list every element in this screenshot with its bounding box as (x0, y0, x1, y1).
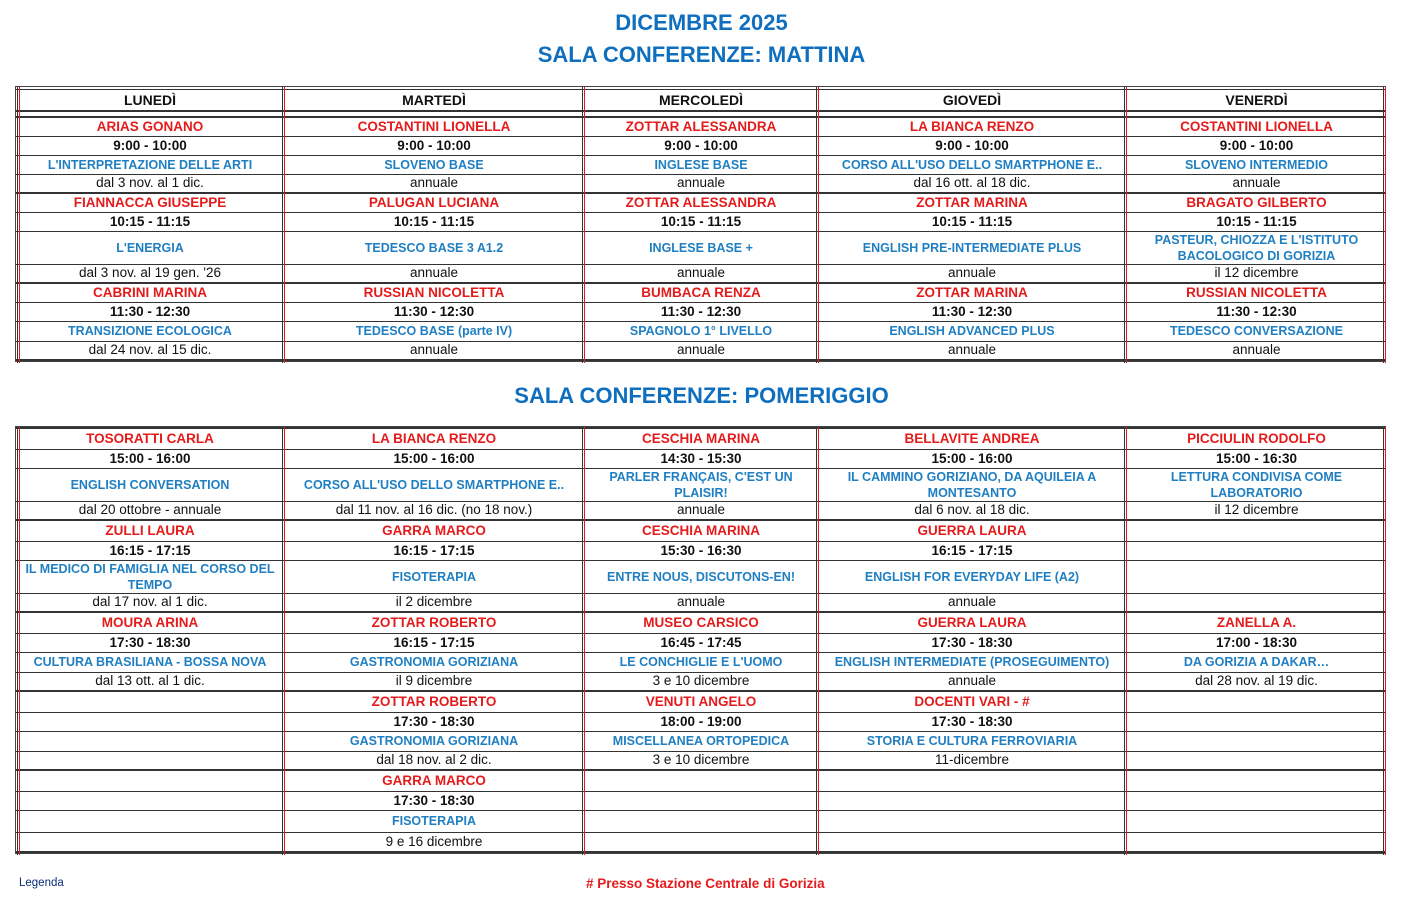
row-divider (16, 359, 1385, 361)
class-time (1129, 712, 1384, 731)
teacher-name: PICCIULIN RODOLFO (1187, 431, 1326, 446)
course-dates: dal 17 nov. al 1 dic. (92, 594, 208, 609)
course-title: L'ENERGIA (116, 240, 184, 255)
column-divider (816, 427, 819, 855)
course-title: PASTEUR, CHIOZZA E L'ISTITUTO BACOLOGICO DI GORIZIA (1154, 232, 1359, 263)
class-time (587, 791, 815, 810)
class-time: 11:30 - 12:30 (931, 304, 1013, 319)
course-dates: annuale (676, 594, 726, 609)
course-title: TEDESCO CONVERSAZIONE (1170, 324, 1343, 338)
class-time: 10:15 - 11:15 (660, 214, 742, 229)
course-dates: dal 18 nov. al 2 dic. (376, 752, 492, 767)
row-divider (16, 468, 1385, 469)
class-time: 17:30 - 18:30 (109, 635, 191, 650)
class-time: 9:00 - 10:00 (113, 138, 187, 153)
afternoon-schedule-table (15, 426, 1386, 854)
teacher-name: LA BIANCA RENZO (909, 119, 1035, 134)
course-dates (19, 751, 281, 769)
row-divider (16, 212, 1385, 213)
course-dates: dal 28 nov. al 19 dic. (1195, 673, 1318, 688)
course-dates (1129, 751, 1384, 769)
course-title: DA GORIZIA A DAKAR… (1183, 655, 1330, 669)
class-time: 16:15 - 17:15 (393, 635, 475, 650)
class-time: 11:30 - 12:30 (393, 304, 475, 319)
course-dates: annuale (409, 342, 459, 357)
course-dates: annuale (947, 673, 997, 688)
course-title: L'INTERPRETAZIONE DELLE ARTI (47, 157, 253, 172)
teacher-name (1129, 771, 1384, 791)
teacher-name: ARIAS GONANO (96, 119, 204, 134)
class-time: 10:15 - 11:15 (393, 214, 475, 229)
course-title: PARLER FRANÇAIS, C'EST UN PLAISIR! (609, 469, 793, 500)
class-time: 16:15 - 17:15 (109, 543, 191, 558)
course-dates: 3 e 10 dicembre (652, 673, 750, 688)
course-dates: dal 6 nov. al 18 dic. (914, 502, 1030, 517)
column-divider (17, 87, 20, 363)
row-divider (16, 264, 1385, 265)
teacher-name: CESCHIA MARINA (642, 431, 760, 446)
teacher-name: ZULLI LAURA (105, 523, 195, 538)
row-divider (16, 501, 1385, 502)
teacher-name: CABRINI MARINA (93, 285, 207, 300)
class-time: 15:30 - 16:30 (660, 543, 742, 558)
class-time: 15:00 - 16:00 (393, 451, 475, 466)
course-title: STORIA E CULTURA FERROVIARIA (866, 734, 1078, 748)
row-divider (16, 751, 1385, 752)
teacher-name: LA BIANCA RENZO (371, 431, 497, 446)
course-dates: annuale (1232, 175, 1281, 190)
course-dates: il 2 dicembre (395, 594, 473, 609)
course-title (19, 731, 281, 751)
class-time: 16:15 - 17:15 (931, 543, 1013, 558)
course-title: GASTRONOMIA GORIZIANA (349, 655, 519, 669)
column-divider (1124, 87, 1127, 363)
course-title: TEDESCO BASE (parte IV) (355, 324, 513, 338)
class-time: 9:00 - 10:00 (664, 138, 738, 153)
teacher-name: MOURA ARINA (101, 615, 199, 630)
class-time: 14:30 - 15:30 (660, 451, 742, 466)
class-time: 11:30 - 12:30 (109, 304, 191, 319)
course-title: IL MEDICO DI FAMIGLIA NEL CORSO DEL TEMPO (25, 561, 275, 592)
column-divider (17, 427, 20, 855)
teacher-name: COSTANTINI LIONELLA (357, 119, 511, 134)
course-title (1129, 731, 1384, 751)
row-divider (16, 791, 1385, 792)
row-divider (16, 541, 1385, 542)
course-title: CORSO ALL'USO DELLO SMARTPHONE E.. (303, 477, 565, 492)
teacher-name: ZOTTAR ROBERTO (371, 694, 497, 709)
teacher-name: FIANNACCA GIUSEPPE (73, 195, 227, 210)
course-dates: il 12 dicembre (1214, 502, 1299, 517)
legend-label: Legenda (19, 877, 64, 889)
teacher-name: BELLAVITE ANDREA (904, 431, 1040, 446)
course-dates: annuale (947, 594, 997, 609)
class-time (19, 712, 281, 731)
afternoon-title: SALA CONFERENZE: POMERIGGIO (514, 383, 889, 408)
class-time: 18:00 - 19:00 (660, 714, 742, 729)
class-time (19, 791, 281, 810)
teacher-name (1129, 521, 1384, 541)
class-time: 9:00 - 10:00 (397, 138, 471, 153)
course-title: ENGLISH ADVANCED PLUS (889, 324, 1055, 338)
teacher-name (821, 771, 1123, 791)
course-title: LE CONCHIGLIE E L'UOMO (619, 655, 783, 669)
course-title: ENGLISH PRE-INTERMEDIATE PLUS (862, 240, 1082, 255)
course-title: MISCELLANEA ORTOPEDICA (612, 734, 790, 748)
course-dates: 11-dicembre (934, 752, 1010, 767)
course-title: SPAGNOLO 1° LIVELLO (629, 324, 773, 338)
row-divider (16, 449, 1385, 450)
row-divider (16, 851, 1385, 853)
course-dates: annuale (1232, 342, 1281, 357)
course-dates: 9 e 16 dicembre (385, 834, 483, 849)
course-title: ENTRE NOUS, DISCUTONS-EN! (607, 569, 795, 584)
teacher-name (19, 771, 281, 791)
course-dates (587, 832, 815, 851)
teacher-name: ZOTTAR ALESSANDRA (625, 119, 777, 134)
row-divider (16, 174, 1385, 175)
row-divider (16, 810, 1385, 811)
row-divider (16, 321, 1385, 322)
teacher-name: RUSSIAN NICOLETTA (363, 285, 505, 300)
teacher-name: ZOTTAR ALESSANDRA (625, 195, 777, 210)
course-dates: annuale (409, 265, 459, 280)
course-title: SLOVENO INTERMEDIO (1184, 157, 1329, 172)
course-dates: annuale (676, 502, 726, 517)
course-dates: 3 e 10 dicembre (652, 752, 750, 767)
course-title (821, 810, 1123, 832)
course-title: CULTURA BRASILIANA - BOSSA NOVA (33, 655, 267, 669)
course-title: LETTURA CONDIVISA COME LABORATORIO (1170, 469, 1343, 500)
row-divider (16, 560, 1385, 561)
column-divider (282, 427, 285, 855)
teacher-name: CESCHIA MARINA (642, 523, 760, 538)
class-time: 11:30 - 12:30 (660, 304, 742, 319)
row-divider (16, 712, 1385, 713)
column-divider (282, 87, 285, 363)
course-title: TEDESCO BASE 3 A1.2 (364, 240, 504, 255)
course-dates: annuale (676, 342, 726, 357)
course-title: FISOTERAPIA (391, 569, 477, 584)
course-title (1129, 810, 1384, 832)
class-time (1129, 791, 1384, 810)
course-title: ENGLISH CONVERSATION (70, 477, 230, 492)
column-divider (1383, 87, 1386, 363)
row-divider (16, 731, 1385, 732)
column-divider (816, 87, 819, 363)
row-divider (16, 341, 1385, 342)
class-time: 10:15 - 11:15 (1216, 214, 1297, 229)
class-time: 17:00 - 18:30 (1215, 635, 1298, 650)
teacher-name: DOCENTI VARI - # (914, 694, 1030, 709)
teacher-name: RUSSIAN NICOLETTA (1186, 285, 1327, 300)
class-time: 9:00 - 10:00 (1219, 138, 1294, 153)
column-divider (1124, 427, 1127, 855)
course-dates: dal 20 ottobre - annuale (78, 502, 222, 517)
course-title (1129, 560, 1384, 593)
row-divider (16, 593, 1385, 594)
class-time (1129, 541, 1384, 560)
row-divider (16, 302, 1385, 303)
course-dates (1129, 593, 1384, 611)
day-header-4: VENERDÌ (1225, 92, 1288, 108)
course-dates: annuale (676, 175, 726, 190)
course-title: ENGLISH FOR EVERYDAY LIFE (A2) (864, 569, 1080, 584)
teacher-name: MUSEO CARSICO (643, 615, 759, 630)
class-time: 15:00 - 16:00 (931, 451, 1013, 466)
class-time: 10:15 - 11:15 (931, 214, 1013, 229)
course-title: INGLESE BASE + (649, 240, 753, 255)
teacher-name: TOSORATTI CARLA (86, 431, 214, 446)
day-header-0: LUNEDÌ (123, 92, 177, 108)
teacher-name: ZOTTAR MARINA (916, 195, 1028, 210)
class-time: 9:00 - 10:00 (935, 138, 1009, 153)
teacher-name: GUERRA LAURA (917, 615, 1027, 630)
teacher-name: COSTANTINI LIONELLA (1180, 119, 1333, 134)
day-header-1: MARTEDÌ (402, 92, 466, 108)
teacher-name: BRAGATO GILBERTO (1186, 195, 1327, 210)
class-time: 17:30 - 18:30 (931, 635, 1013, 650)
course-dates: annuale (947, 265, 997, 280)
class-time: 17:30 - 18:30 (393, 793, 475, 808)
course-dates: annuale (409, 175, 459, 190)
course-title (19, 810, 281, 832)
class-time: 17:30 - 18:30 (931, 714, 1013, 729)
teacher-name: GARRA MARCO (382, 773, 486, 788)
teacher-name (587, 771, 815, 791)
course-dates: dal 11 nov. al 16 dic. (no 18 nov.) (335, 502, 533, 517)
teacher-name: ZANELLA A. (1216, 615, 1297, 630)
page-title: DICEMBRE 2025 (615, 10, 788, 35)
day-header-2: MERCOLEDÌ (659, 92, 743, 108)
class-time: 10:15 - 11:15 (109, 214, 191, 229)
row-divider (16, 652, 1385, 653)
class-time: 15:00 - 16:00 (109, 451, 191, 466)
course-dates: dal 24 nov. al 15 dic. (88, 342, 212, 357)
teacher-name: GUERRA LAURA (917, 523, 1027, 538)
course-dates (19, 832, 281, 851)
day-header-3: GIOVEDÌ (942, 92, 1002, 108)
course-dates: dal 13 ott. al 1 dic. (95, 673, 205, 688)
row-divider (16, 832, 1385, 833)
column-divider (582, 87, 585, 363)
class-time: 11:30 - 12:30 (1216, 304, 1297, 319)
course-title: IL CAMMINO GORIZIANO, DA AQUILEIA A MONTESANTO (847, 469, 1097, 500)
class-time (821, 791, 1123, 810)
course-dates: il 9 dicembre (395, 673, 473, 688)
course-title: TRANSIZIONE ECOLOGICA (68, 324, 232, 338)
course-title: SLOVENO BASE (384, 157, 484, 172)
column-divider (582, 427, 585, 855)
course-title: CORSO ALL'USO DELLO SMARTPHONE E.. (841, 157, 1103, 172)
teacher-name: VENUTI ANGELO (645, 694, 757, 709)
row-divider (16, 672, 1385, 673)
course-dates: annuale (676, 265, 726, 280)
teacher-name: GARRA MARCO (382, 523, 486, 538)
class-time: 17:30 - 18:30 (393, 714, 475, 729)
row-divider (16, 633, 1385, 634)
course-title: INGLESE BASE (654, 157, 748, 172)
row-divider (16, 89, 1385, 90)
course-dates: dal 16 ott. al 18 dic. (913, 175, 1031, 190)
course-title: ENGLISH INTERMEDIATE (PROSEGUIMENTO) (834, 655, 1110, 669)
course-dates: annuale (947, 342, 997, 357)
morning-schedule-table (15, 86, 1386, 362)
class-time: 16:15 - 17:15 (393, 543, 475, 558)
class-time: 16:45 - 17:45 (660, 635, 742, 650)
course-dates (1129, 832, 1384, 851)
course-dates (821, 832, 1123, 851)
teacher-name (1129, 692, 1384, 712)
row-divider (16, 155, 1385, 156)
row-divider (16, 110, 1385, 112)
teacher-name (19, 692, 281, 712)
course-title: GASTRONOMIA GORIZIANA (349, 734, 519, 748)
teacher-name: PALUGAN LUCIANA (368, 195, 500, 210)
morning-title: SALA CONFERENZE: MATTINA (537, 42, 866, 67)
row-divider (16, 136, 1385, 137)
teacher-name: ZOTTAR ROBERTO (371, 615, 497, 630)
course-dates: dal 3 nov. al 19 gen. '26 (79, 265, 221, 280)
footnote: # Presso Stazione Centrale di Gorizia (586, 876, 825, 891)
row-divider (16, 231, 1385, 232)
course-title: FISOTERAPIA (391, 814, 477, 828)
course-title (587, 810, 815, 832)
class-time: 15:00 - 16:30 (1215, 451, 1298, 466)
course-dates: dal 3 nov. al 1 dic. (96, 175, 204, 190)
teacher-name: ZOTTAR MARINA (916, 285, 1028, 300)
teacher-name: BUMBACA RENZA (641, 285, 761, 300)
column-divider (1383, 427, 1386, 855)
course-dates: il 12 dicembre (1214, 265, 1299, 280)
